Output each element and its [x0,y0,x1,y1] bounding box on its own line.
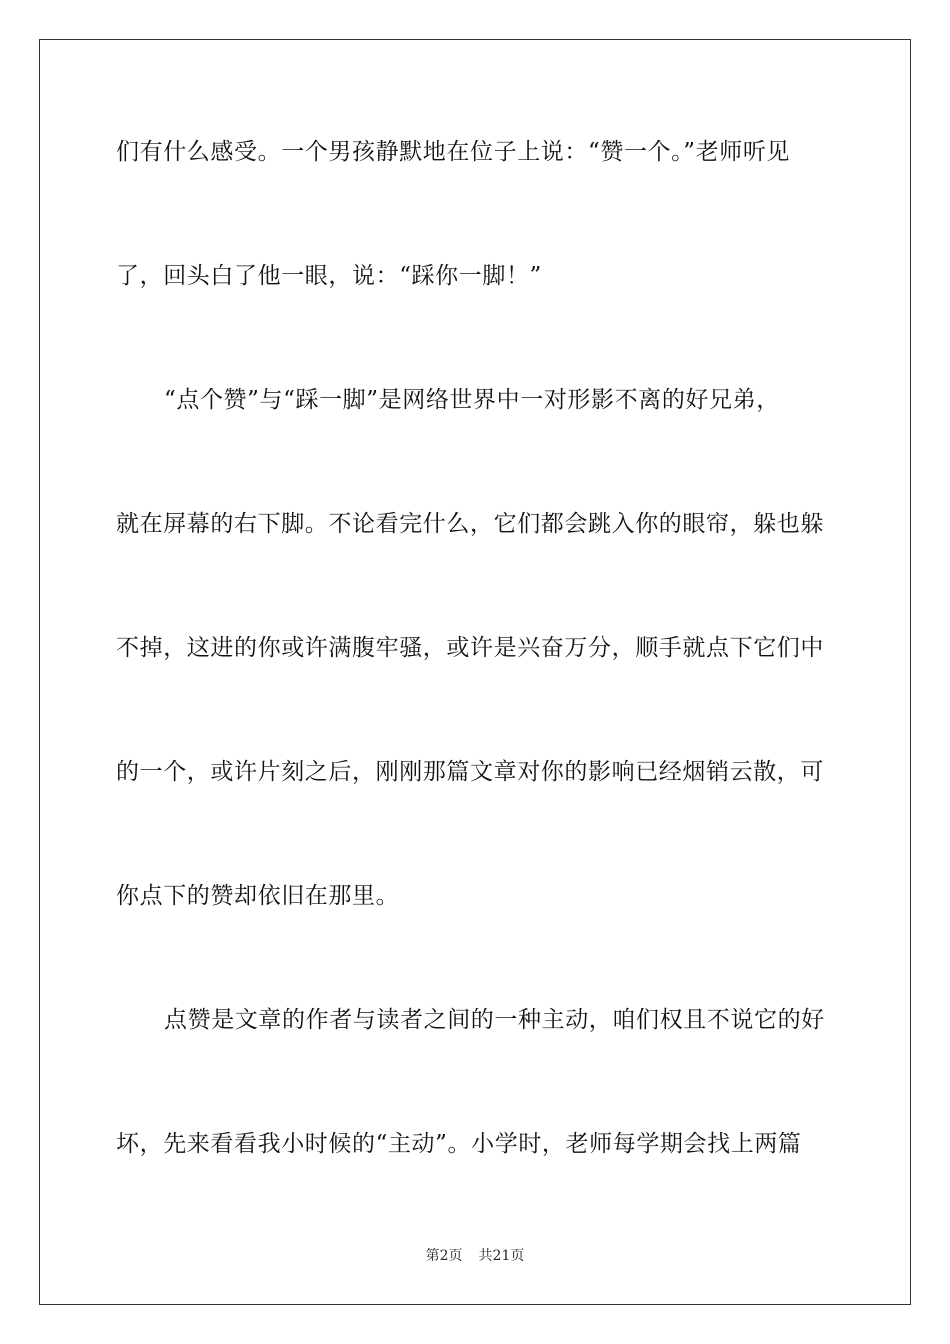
page-number-current: 第2页 [425,1248,463,1264]
page-number-total: 共21页 [478,1248,525,1264]
body-text-line-indented: 点赞是文章的作者与读者之间的一种主动，咱们权且不说它的好 [164,1007,825,1033]
body-text-line-indented: “点个赞”与“踩一脚”是网络世界中一对形影不离的好兄弟， [164,387,780,413]
body-text-line: 的一个，或许片刻之后，刚刚那篇文章对你的影响已经烟销云散，可 [116,759,824,785]
body-text-line: 你点下的赞却依旧在那里。 [116,883,400,909]
body-text-line: 了，回头白了他一眼，说：“踩你一脚！” [116,263,542,289]
page-frame [39,39,911,1305]
body-text-line: 不掉，这进的你或许满腹牢骚，或许是兴奋万分，顺手就点下它们中 [116,635,824,661]
body-text-line: 就在屏幕的右下脚。不论看完什么，它们都会跳入你的眼帘，躲也躲 [116,511,824,537]
body-text-line: 坏，先来看看我小时候的“主动”。小学时，老师每学期会找上两篇 [116,1131,802,1157]
page-footer [0,1246,950,1266]
body-text-line: 们有什么感受。一个男孩静默地在位子上说：“赞一个。”老师听见 [116,139,791,165]
